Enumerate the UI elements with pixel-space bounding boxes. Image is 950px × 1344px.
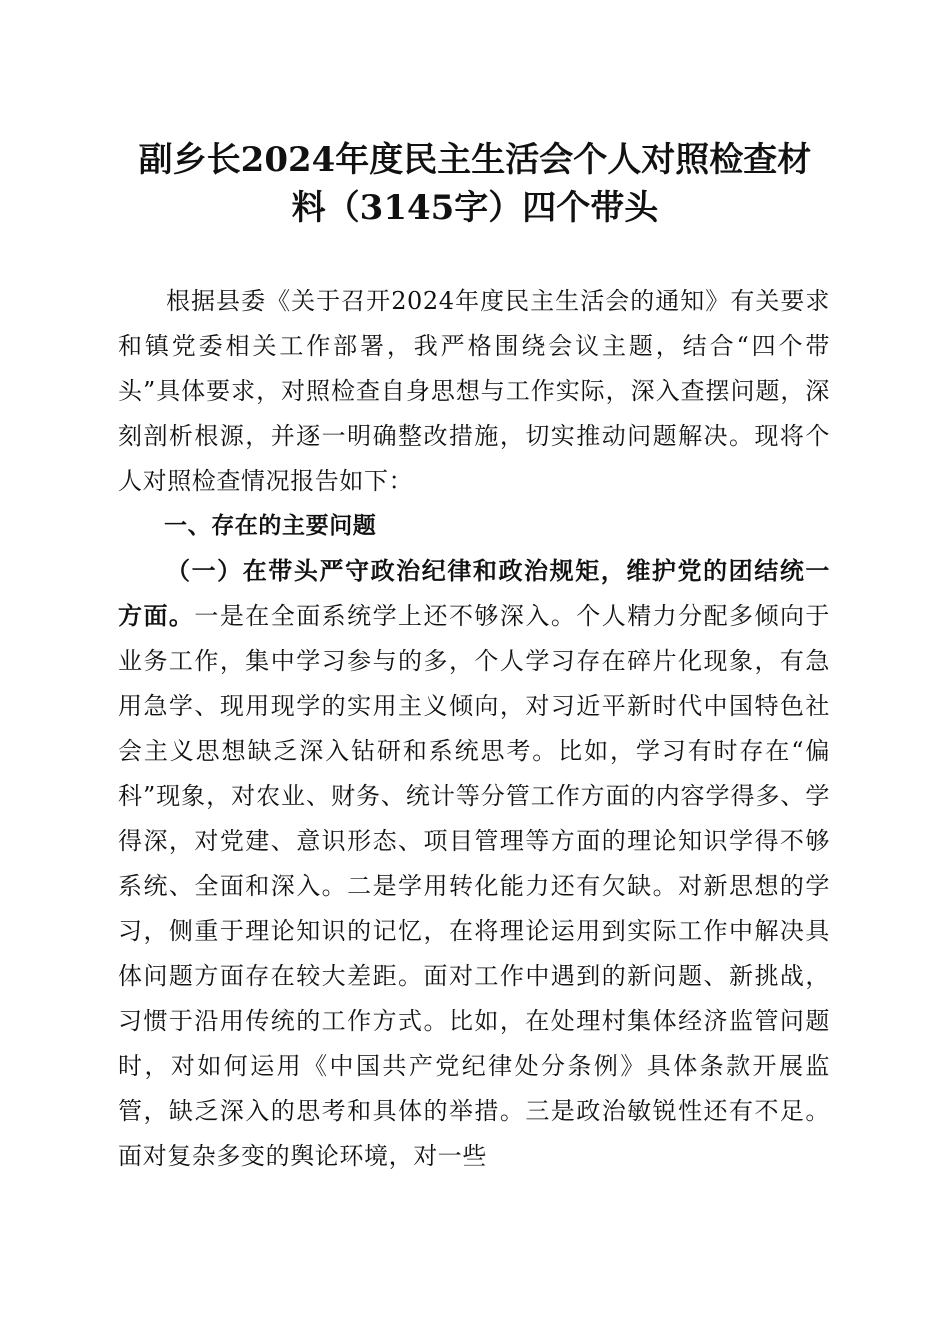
subsection-body: 一是在全面系统学上还不够深入。个人精力分配多倾向于业务工作，集中学习参与的多，个人学习存在碎片化现象，有急用急学、现用现学的实用主义倾向，对习近平新时代中国特色社会主义思想缺乏深入钻研和系统思考。比如，学习有时存在“偏科”现象，对农业、财务、统计等分管工作方面的内容学得多、学得深，对党建、意识形态、项目管理等方面的理论知识学得不够系统、全面和深入。二是学用转化能力还有欠缺。对新思想的学习，侧重于理论知识的记忆，在将理论运用到实际工作中解决具体问题方面存在较大差距。面对工作中遇到的新问题、新挑战，习惯于沿用传统的工作方式。比如，在处理村集体经济监管问题时，对如何运用《中国共产党纪律处分条例》具体条款开展监管，缺乏深入的思考和具体的举措。三是政治敏锐性还有不足。面对复杂多变的舆论环境，对一些 [118, 602, 830, 1170]
subsection-paragraph [118, 549, 830, 1179]
title-line-1: 副乡长2024年度民主生活会个人对照检查材 [138, 140, 812, 180]
document-title [110, 136, 840, 232]
subsection-heading: （一）在带头严守政治纪律和政治规矩，维护党的团结统一方面。 [118, 557, 830, 630]
intro-paragraph: 根据县委《关于召开2024年度民主生活会的通知》有关要求和镇党委相关工作部署，我严格围绕会议主题，结合“四个带头”具体要求，对照检查自身思想与工作实际，深入查摆问题，深刻剖析根源，并逐一明确整改措施，切实推动问题解决。现将个人对照检查情况报告如下： [118, 287, 830, 495]
title-line-2: 料（3145字）四个带头 [291, 188, 659, 228]
section-heading: 一、存在的主要问题 [164, 513, 377, 539]
document-body [118, 279, 830, 1179]
